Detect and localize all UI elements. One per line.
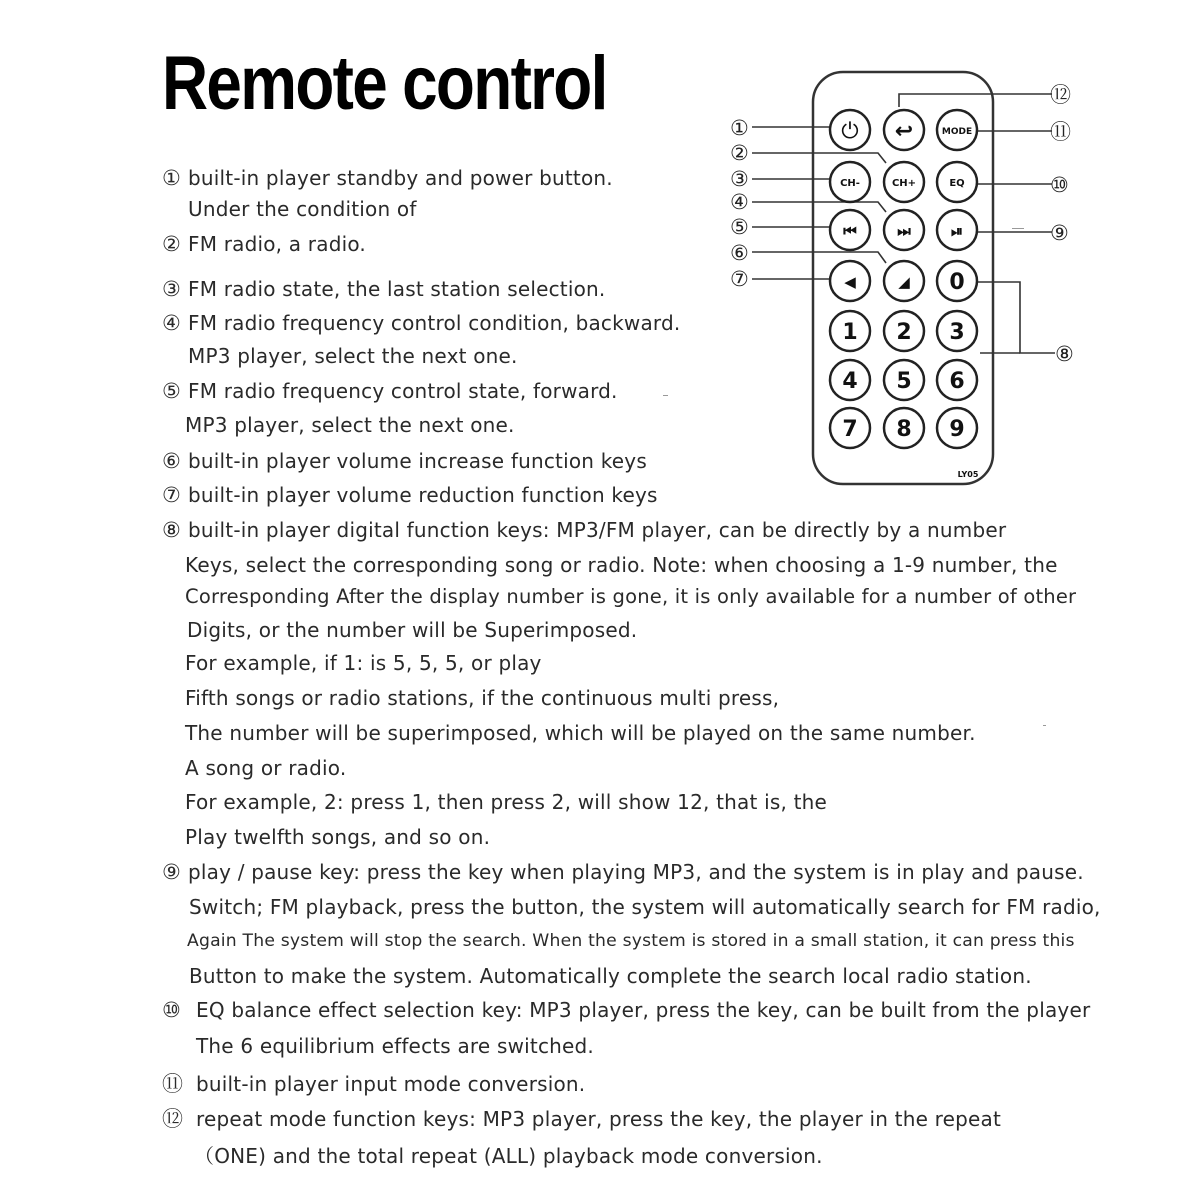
item-1-line-b: Under the condition of [188, 197, 417, 221]
item-10-line-a: ⑩ EQ balance effect selection key: MP3 player, press the key, can be built from the player [162, 998, 1091, 1022]
item-12-line-b: （ONE) and the total repeat (ALL) playback mode conversion. [194, 1144, 823, 1168]
digit-8-button[interactable]: 8 [896, 417, 912, 442]
item-1-number: ① [162, 166, 182, 190]
vol-up-button[interactable]: ◢ [898, 273, 910, 291]
scan-speck [1043, 725, 1046, 726]
digit-0-button[interactable]: 0 [949, 270, 965, 295]
item-4-number: ④ [162, 311, 182, 335]
callout-1: ① [730, 116, 749, 140]
callout-4: ④ [730, 190, 749, 214]
item-11-line: ⑪ built-in player input mode conversion. [162, 1068, 585, 1098]
callout-8: ⑧ [1055, 342, 1074, 366]
item-4-line-b: MP3 player, select the next one. [188, 344, 518, 368]
callout-12: ⑫ [1050, 83, 1071, 107]
digit-5-button[interactable]: 5 [896, 369, 912, 394]
item-8-line-h: A song or radio. [185, 756, 347, 780]
item-5-line-a: ⑤ FM radio frequency control state, forward. [162, 379, 618, 403]
digit-9-button[interactable]: 9 [949, 417, 965, 442]
callout-6: ⑥ [730, 241, 749, 265]
remote-model-label: LY05 [957, 470, 979, 479]
digit-3-button[interactable]: 3 [949, 320, 965, 345]
item-8-line-f: Fifth songs or radio stations, if the continuous multi press, [185, 686, 780, 710]
digit-1-button[interactable]: 1 [842, 320, 858, 345]
eq-button[interactable]: EQ [949, 178, 965, 189]
callout-5: ⑤ [730, 215, 749, 239]
item-7-line: ⑦ built-in player volume reduction function keys [162, 483, 658, 507]
repeat-button[interactable]: ↩ [894, 119, 914, 144]
scan-speck [663, 395, 668, 396]
callout-11: ⑪ [1050, 120, 1071, 144]
callout-7: ⑦ [730, 267, 749, 291]
item-8-line-g: The number will be superimposed, which will be played on the same number. [185, 721, 976, 745]
item-8-line-c: Corresponding After the display number is gone, it is only available for a number of other [185, 585, 1077, 608]
item-8-line-d: Digits, or the number will be Superimposed. [187, 618, 638, 642]
item-1-line-a: ① built-in player standby and power button. [162, 166, 613, 190]
item-8-line-b: Keys, select the corresponding song or radio. Note: when choosing a 1-9 number, the [185, 553, 1058, 577]
item-7-number: ⑦ [162, 483, 182, 507]
digit-7-button[interactable]: 7 [842, 417, 858, 442]
power-button[interactable]: ⏻ [841, 119, 859, 144]
next-button[interactable]: ⏭ [897, 222, 911, 240]
digit-6-button[interactable]: 6 [949, 369, 965, 394]
item-8-line-i: For example, 2: press 1, then press 2, will show 12, that is, the [185, 790, 828, 814]
callout-2: ② [730, 141, 749, 165]
item-9-line-c: Again The system will stop the search. When the system is stored in a small station, it can press this [187, 931, 1075, 951]
item-2-line: ② FM radio, a radio. [162, 232, 366, 256]
callout-10: ⑩ [1050, 173, 1069, 197]
item-6-number: ⑥ [162, 449, 182, 473]
callout-3: ③ [730, 167, 749, 191]
item-6-line: ⑥ built-in player volume increase function keys [162, 449, 647, 473]
item-9-line-b: Switch; FM playback, press the button, the system will automatically search for FM radio, [189, 895, 1101, 919]
item-8-number: ⑧ [162, 518, 182, 542]
item-8-line-e: For example, if 1: is 5, 5, 5, or play [185, 651, 542, 675]
item-9-line-a: ⑨ play / pause key: press the key when playing MP3, and the system is in play and pause. [162, 860, 1084, 884]
digit-4-button[interactable]: 4 [842, 369, 858, 394]
item-12-number: ⑫ [162, 1107, 184, 1131]
item-11-number: ⑪ [162, 1072, 184, 1096]
item-10-line-b: The 6 equilibrium effects are switched. [196, 1034, 594, 1058]
digit-2-button[interactable]: 2 [896, 320, 912, 345]
item-10-number: ⑩ [162, 998, 182, 1022]
play-pause-button[interactable]: ⏯ [950, 222, 964, 240]
item-5-line-b: MP3 player, select the next one. [185, 413, 515, 437]
item-12-line-a: ⑫ repeat mode function keys: MP3 player, press the key, the player in the repeat [162, 1103, 1001, 1133]
scan-speck [1012, 228, 1024, 229]
callout-9: ⑨ [1050, 221, 1069, 245]
page-title: Remote control [162, 41, 607, 126]
item-5-number: ⑤ [162, 379, 182, 403]
item-3-line: ③ FM radio state, the last station selection. [162, 277, 606, 301]
item-8-line-j: Play twelfth songs, and so on. [185, 825, 491, 849]
ch-plus-button[interactable]: CH+ [891, 178, 917, 189]
item-3-number: ③ [162, 277, 182, 301]
item-9-line-d: Button to make the system. Automatically complete the search local radio station. [189, 964, 1032, 988]
item-9-number: ⑨ [162, 860, 182, 884]
prev-button[interactable]: ⏮ [843, 222, 857, 240]
item-2-number: ② [162, 232, 182, 256]
vol-down-button[interactable]: ◀ [844, 273, 856, 291]
item-8-line-a: ⑧ built-in player digital function keys: MP3/FM player, can be directly by a number [162, 518, 1007, 542]
ch-minus-button[interactable]: CH- [840, 178, 860, 189]
mode-button[interactable]: MODE [941, 127, 973, 137]
item-4-line-a: ④ FM radio frequency control condition, backward. [162, 311, 681, 335]
